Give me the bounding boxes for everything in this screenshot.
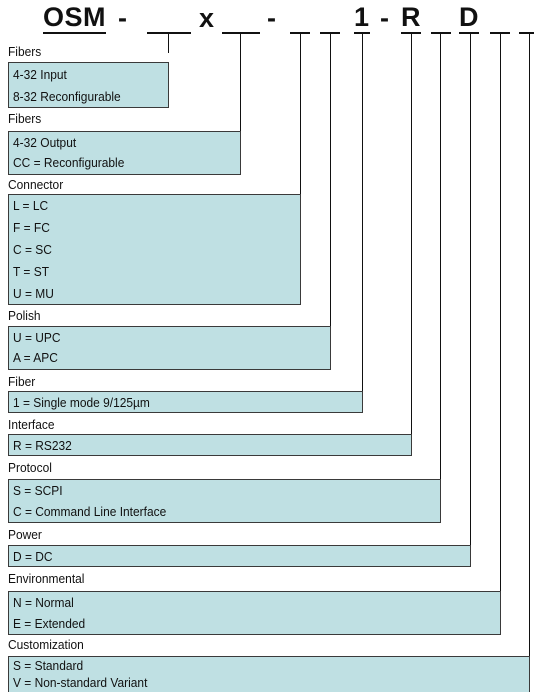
option-item: S = SCPI bbox=[13, 483, 63, 498]
connector-line-fiber bbox=[362, 34, 363, 391]
option-item: F = FC bbox=[13, 220, 50, 235]
options-box-interface bbox=[8, 434, 412, 456]
options-box-connector bbox=[8, 194, 301, 305]
options-box-power bbox=[8, 545, 471, 567]
option-item: CC = Reconfigurable bbox=[13, 155, 125, 170]
options-box-protocol bbox=[8, 479, 441, 523]
options-box-fiber bbox=[8, 391, 363, 413]
blank-customization bbox=[519, 32, 534, 34]
connector-line-environmental bbox=[500, 34, 501, 592]
section-header-customization: Customization bbox=[8, 637, 84, 652]
connector-line-power bbox=[470, 34, 471, 546]
section-header-connector: Connector bbox=[8, 177, 64, 192]
option-item: U = UPC bbox=[13, 330, 61, 345]
option-item: L = LC bbox=[13, 198, 49, 213]
connector-line-customization bbox=[529, 34, 530, 658]
section-header-polish: Polish bbox=[8, 308, 41, 323]
connector-line-connector bbox=[300, 34, 301, 194]
options-box-environmental bbox=[8, 591, 501, 635]
option-item: E = Extended bbox=[13, 616, 86, 631]
options-box-input-fibers bbox=[8, 62, 169, 108]
section-header-interface: Interface bbox=[8, 417, 55, 432]
option-item: S = Standard bbox=[13, 658, 84, 673]
connector-line-interface bbox=[411, 34, 412, 434]
part-power-code: D bbox=[459, 2, 479, 32]
option-item: R = RS232 bbox=[13, 438, 72, 453]
option-item: A = APC bbox=[13, 350, 58, 365]
option-item: 8-32 Reconfigurable bbox=[13, 89, 121, 104]
option-item: C = Command Line Interface bbox=[13, 504, 167, 519]
part-prefix: OSM bbox=[43, 2, 107, 32]
blank-protocol bbox=[431, 32, 451, 34]
option-item: 4-32 Input bbox=[13, 67, 67, 82]
option-item: 1 = Single mode 9/125µm bbox=[13, 395, 150, 410]
connector-line-protocol bbox=[440, 34, 441, 480]
options-box-polish bbox=[8, 326, 331, 370]
option-item: N = Normal bbox=[13, 595, 74, 610]
part-dash: - bbox=[380, 3, 390, 33]
option-item: D = DC bbox=[13, 549, 53, 564]
section-header-power: Power bbox=[8, 527, 42, 542]
options-box-customization bbox=[8, 656, 530, 692]
section-header-environmental: Environmental bbox=[8, 571, 85, 586]
option-item: V = Non-standard Variant bbox=[13, 675, 148, 690]
option-item: T = ST bbox=[13, 264, 50, 279]
connector-line-polish bbox=[330, 34, 331, 326]
section-header-input-fibers: Fibers bbox=[8, 44, 42, 59]
section-header-fiber: Fiber bbox=[8, 374, 36, 389]
connector-line-output-fibers bbox=[240, 34, 241, 132]
connector-line-input-fibers bbox=[168, 34, 169, 53]
options-box-output-fibers bbox=[8, 131, 241, 175]
option-item: U = MU bbox=[13, 286, 54, 301]
part-fiber-code: 1 bbox=[354, 2, 370, 32]
section-header-protocol: Protocol bbox=[8, 460, 52, 475]
part-dash: - bbox=[267, 3, 277, 33]
blank-input-fibers bbox=[147, 32, 191, 34]
part-x: x bbox=[199, 3, 215, 33]
part-interface-code: R bbox=[401, 2, 421, 32]
blank-output-fibers bbox=[222, 32, 260, 34]
option-item: 4-32 Output bbox=[13, 135, 77, 150]
option-item: C = SC bbox=[13, 242, 52, 257]
section-header-output-fibers: Fibers bbox=[8, 111, 42, 126]
part-dash: - bbox=[118, 3, 128, 33]
